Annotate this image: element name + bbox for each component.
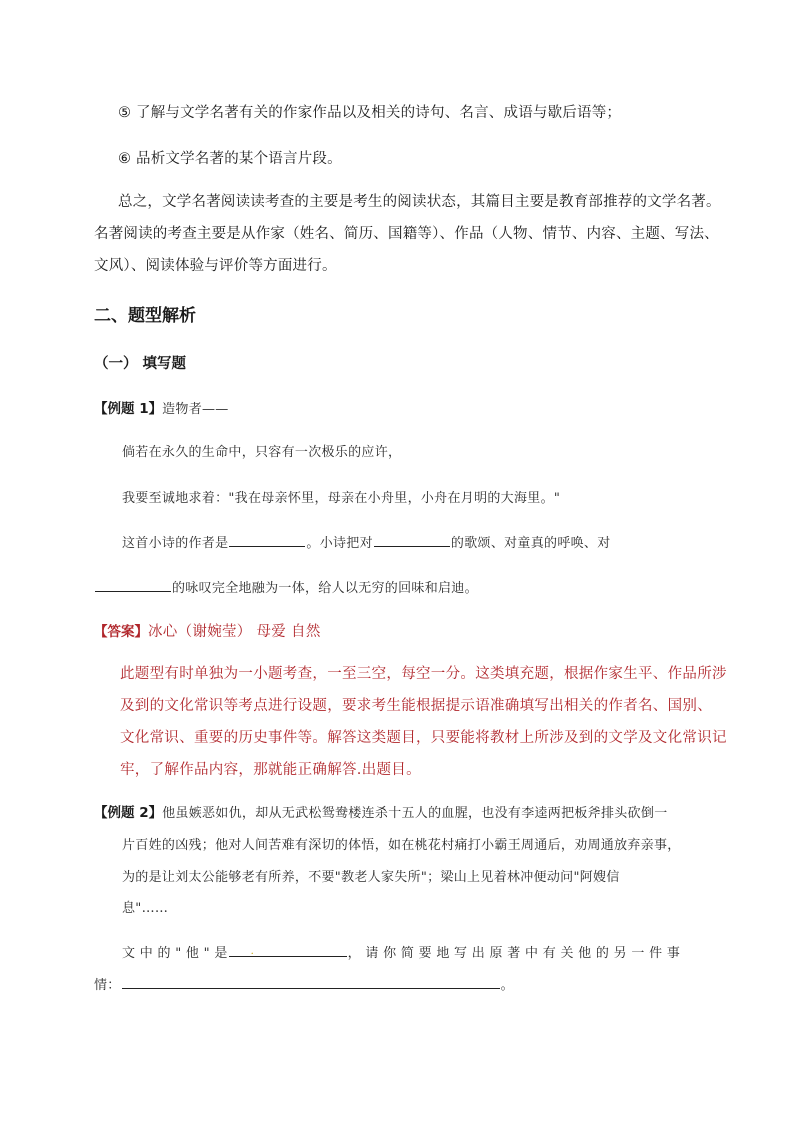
answer-blank[interactable] [374,533,450,547]
section-subtitle: （一） 填写题 [94,356,187,372]
explanation-line-2: 及到的文化常识等考点进行设题，要求考生能根据提示语准确填写出相关的作者名、国别、 [120,698,712,714]
answer-label: 【答案】 [94,624,148,640]
poem-line-1: 倘若在永久的生命中，只容有一次极乐的应许， [122,445,402,460]
example-2-line-4: 息"…… [122,901,169,916]
example-2-text: 他虽嫉恶如仇，却从无武松鸳鸯楼连杀十五人的血腥，也没有李逵两把板斧排头砍倒一 [162,806,668,821]
answer-blank[interactable] [122,975,500,989]
summary-line-1: 总之，文学名著阅读读考查的主要是考生的阅读状态，其篇目主要是教育部推荐的文学名著。 [118,194,721,210]
question-text: 。 [500,978,514,993]
question-text: 这首小诗的作者是 [122,536,229,551]
question-text: 的咏叹完全地融为一体，给人以无穷的回味和启迪。 [172,581,478,596]
poem-line-2: 我要至诚地求着："我在母亲怀里，母亲在小舟里，小舟在月明的大海里。" [122,491,561,506]
example-2-line-1 [94,801,668,821]
example-1-header [94,397,229,417]
summary-line-3: 文风）、阅读体验与评价等方面进行。 [94,258,337,274]
example-2-line-3: 为的是让刘太公能够老有所养，不要"教老人家失所"；梁山上见着林冲便动问"阿嫂信 [122,870,620,885]
answer-blank[interactable] [229,943,347,957]
section-title: 二、题型解析 [94,306,196,326]
example-2-label: 【例题 2】 [94,805,163,821]
question-text: ， 请 你 简 要 地 写 出 原 著 中 有 关 他 的 另 一 件 事 [347,946,681,961]
example-1-label: 【例题 1】 [94,401,163,417]
answer-blank[interactable] [95,578,171,592]
explanation-line-1: 此题型有时单独为一小题考查，一至三空，每空一分。这类填充题，根据作家生平、作品所涉 [120,666,727,682]
explanation-line-3: 文化常识、重要的历史事件等。解答这类题目，只要能将教材上所涉及到的文学及文化常识记 [120,730,727,746]
example-1-question-line-1 [122,532,611,551]
answer-text: 冰心（谢婉莹） 母爱 自然 [148,624,321,640]
example-2-question-line-2 [94,974,514,993]
explanation-line-4: 牢，了解作品内容，那就能正确解答.出题目。 [120,762,421,778]
answer-blank[interactable] [229,533,305,547]
question-text: 文 中 的 " 他 " 是 [122,946,228,961]
list-item-5: ⑤ 了解与文学名著有关的作家作品以及相关的诗句、名言、成语与歇后语等； [118,105,622,121]
list-item-6: ⑥ 品析文学名著的某个语言片段。 [118,151,342,167]
question-text: 的歌颂、对童真的呼唤、对 [450,536,611,551]
summary-line-2: 名著阅读的考查主要是从作家（姓名、简历、国籍等）、作品（人物、情节、内容、主题、写法、 [94,226,719,242]
answer-header [94,620,321,641]
question-text: 。小诗把对 [306,536,373,551]
example-2-question-line-1 [122,942,680,961]
example-1-intro: 造物者—— [162,402,229,417]
marker-dot: . [250,946,255,957]
example-2-line-2: 片百姓的凶残；他对人间苦难有深切的体悟，如在桃花村痛打小霸王周通后，劝周通放弃亲事， [122,838,681,853]
example-1-question-line-2 [94,577,478,596]
question-text: 情： [94,978,121,993]
